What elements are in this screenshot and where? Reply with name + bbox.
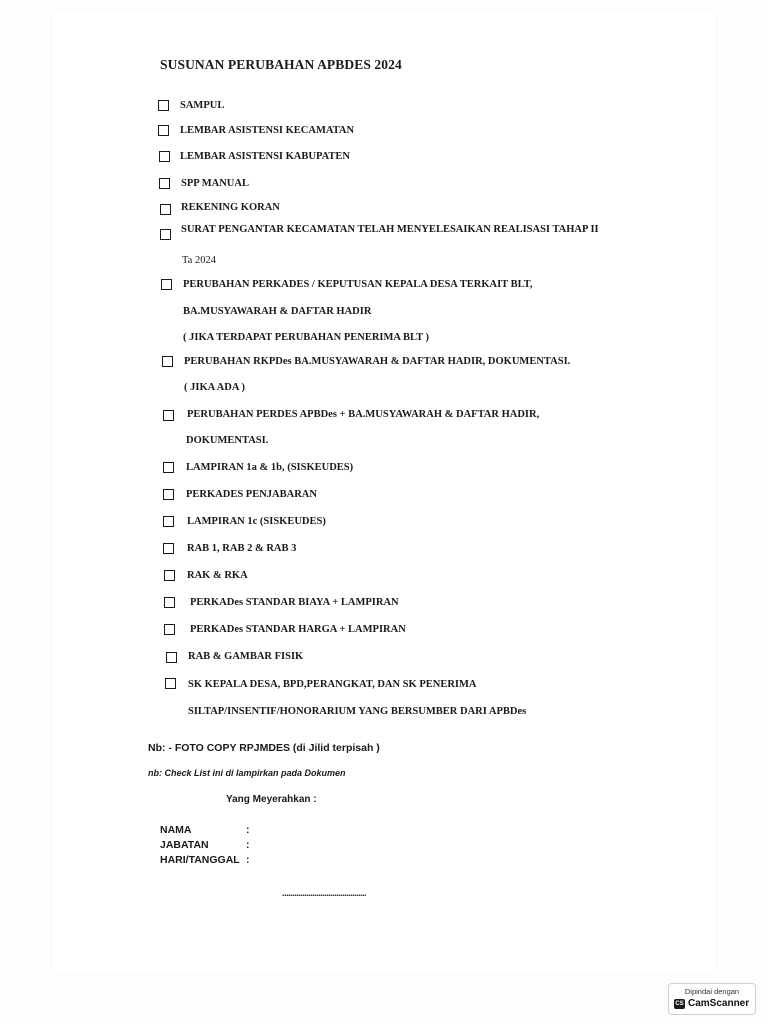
checkbox[interactable] [161, 279, 172, 290]
note-fotocopy: Nb: - FOTO COPY RPJMDES (di Jilid terpisah ) [148, 742, 380, 754]
checklist-item-continuation: DOKUMENTASI. [186, 435, 269, 446]
checklist-item: LAMPIRAN 1c (SISKEUDES) [187, 516, 326, 527]
checklist-item: PERKADES PENJABARAN [186, 489, 317, 500]
checklist-item-continuation: SILTAP/INSENTIF/HONORARIUM YANG BERSUMBER DARI APBDes [188, 706, 527, 717]
checkbox[interactable] [164, 570, 175, 581]
checkbox[interactable] [164, 597, 175, 608]
checkbox[interactable] [159, 151, 170, 162]
checklist-item: LAMPIRAN 1a & 1b, (SISKEUDES) [186, 462, 354, 473]
checklist-item-continuation: ( JIKA ADA ) [184, 382, 245, 393]
checklist-item: SK KEPALA DESA, BPD,PERANGKAT, DAN SK PENERIMA [188, 679, 477, 690]
watermark-caption: Dipindai dengan [684, 987, 740, 996]
checkbox[interactable] [163, 410, 174, 421]
checklist-item-continuation: ( JIKA TERDAPAT PERUBAHAN PENERIMA BLT ) [183, 332, 430, 343]
checkbox[interactable] [158, 100, 169, 111]
note-checklist: nb: Check List ini di lampirkan pada Dokumen [148, 768, 346, 778]
watermark-brand: CamScanner [688, 998, 750, 1009]
handover-label: Yang Meyerahkan : [226, 794, 317, 805]
checklist-item: LEMBAR ASISTENSI KABUPATEN [180, 151, 350, 162]
checkbox[interactable] [163, 543, 174, 554]
checklist-item: SPP MANUAL [181, 178, 249, 189]
checklist-item-continuation: BA.MUSYAWARAH & DAFTAR HADIR [183, 306, 372, 317]
field-jabatan-label: JABATAN [160, 839, 209, 851]
checkbox[interactable] [164, 624, 175, 635]
field-hari-tanggal-label: HARI/TANGGAL [160, 854, 240, 866]
checklist-item: PERKADes STANDAR HARGA + LAMPIRAN [190, 624, 406, 635]
checkbox[interactable] [165, 678, 176, 689]
checklist-item: PERKADes STANDAR BIAYA + LAMPIRAN [190, 597, 399, 608]
checklist-item: PERUBAHAN PERKADES / KEPUTUSAN KEPALA DESA TERKAIT BLT, [183, 279, 533, 290]
checklist-item: SURAT PENGANTAR KECAMATAN TELAH MENYELESAIKAN REALISASI TAHAP II [181, 224, 599, 235]
camscanner-watermark [668, 983, 756, 1015]
checkbox[interactable] [162, 356, 173, 367]
checklist-item: SAMPUL [180, 100, 225, 111]
checkbox[interactable] [166, 652, 177, 663]
checklist-item-continuation: Ta 2024 [182, 255, 216, 266]
checklist-item: REKENING KORAN [181, 202, 280, 213]
field-jabatan-colon: : [246, 839, 250, 851]
signature-line: .......................................... [282, 888, 367, 898]
checkbox[interactable] [160, 229, 171, 240]
field-nama-label: NAMA [160, 824, 192, 836]
checkbox[interactable] [163, 489, 174, 500]
checklist-item: RAK & RKA [187, 570, 248, 581]
checklist-item: PERUBAHAN RKPDes BA.MUSYAWARAH & DAFTAR HADIR, DOKUMENTASI. [184, 356, 571, 367]
camscanner-logo-icon: CS [675, 1001, 684, 1007]
checklist-item: RAB & GAMBAR FISIK [188, 651, 304, 662]
document-title: SUSUNAN PERUBAHAN APBDES 2024 [160, 57, 402, 72]
scanned-page [52, 12, 716, 972]
checklist-item: PERUBAHAN PERDES APBDes + BA.MUSYAWARAH & DAFTAR HADIR, [187, 409, 540, 420]
checkbox[interactable] [160, 204, 171, 215]
checkbox[interactable] [163, 462, 174, 473]
checkbox[interactable] [159, 178, 170, 189]
checklist-item: RAB 1, RAB 2 & RAB 3 [187, 543, 297, 554]
field-nama-colon: : [246, 824, 250, 836]
checklist-item: LEMBAR ASISTENSI KECAMATAN [180, 125, 355, 136]
checkbox[interactable] [163, 516, 174, 527]
checkbox[interactable] [158, 125, 169, 136]
field-hari-tanggal-colon: : [246, 854, 250, 866]
